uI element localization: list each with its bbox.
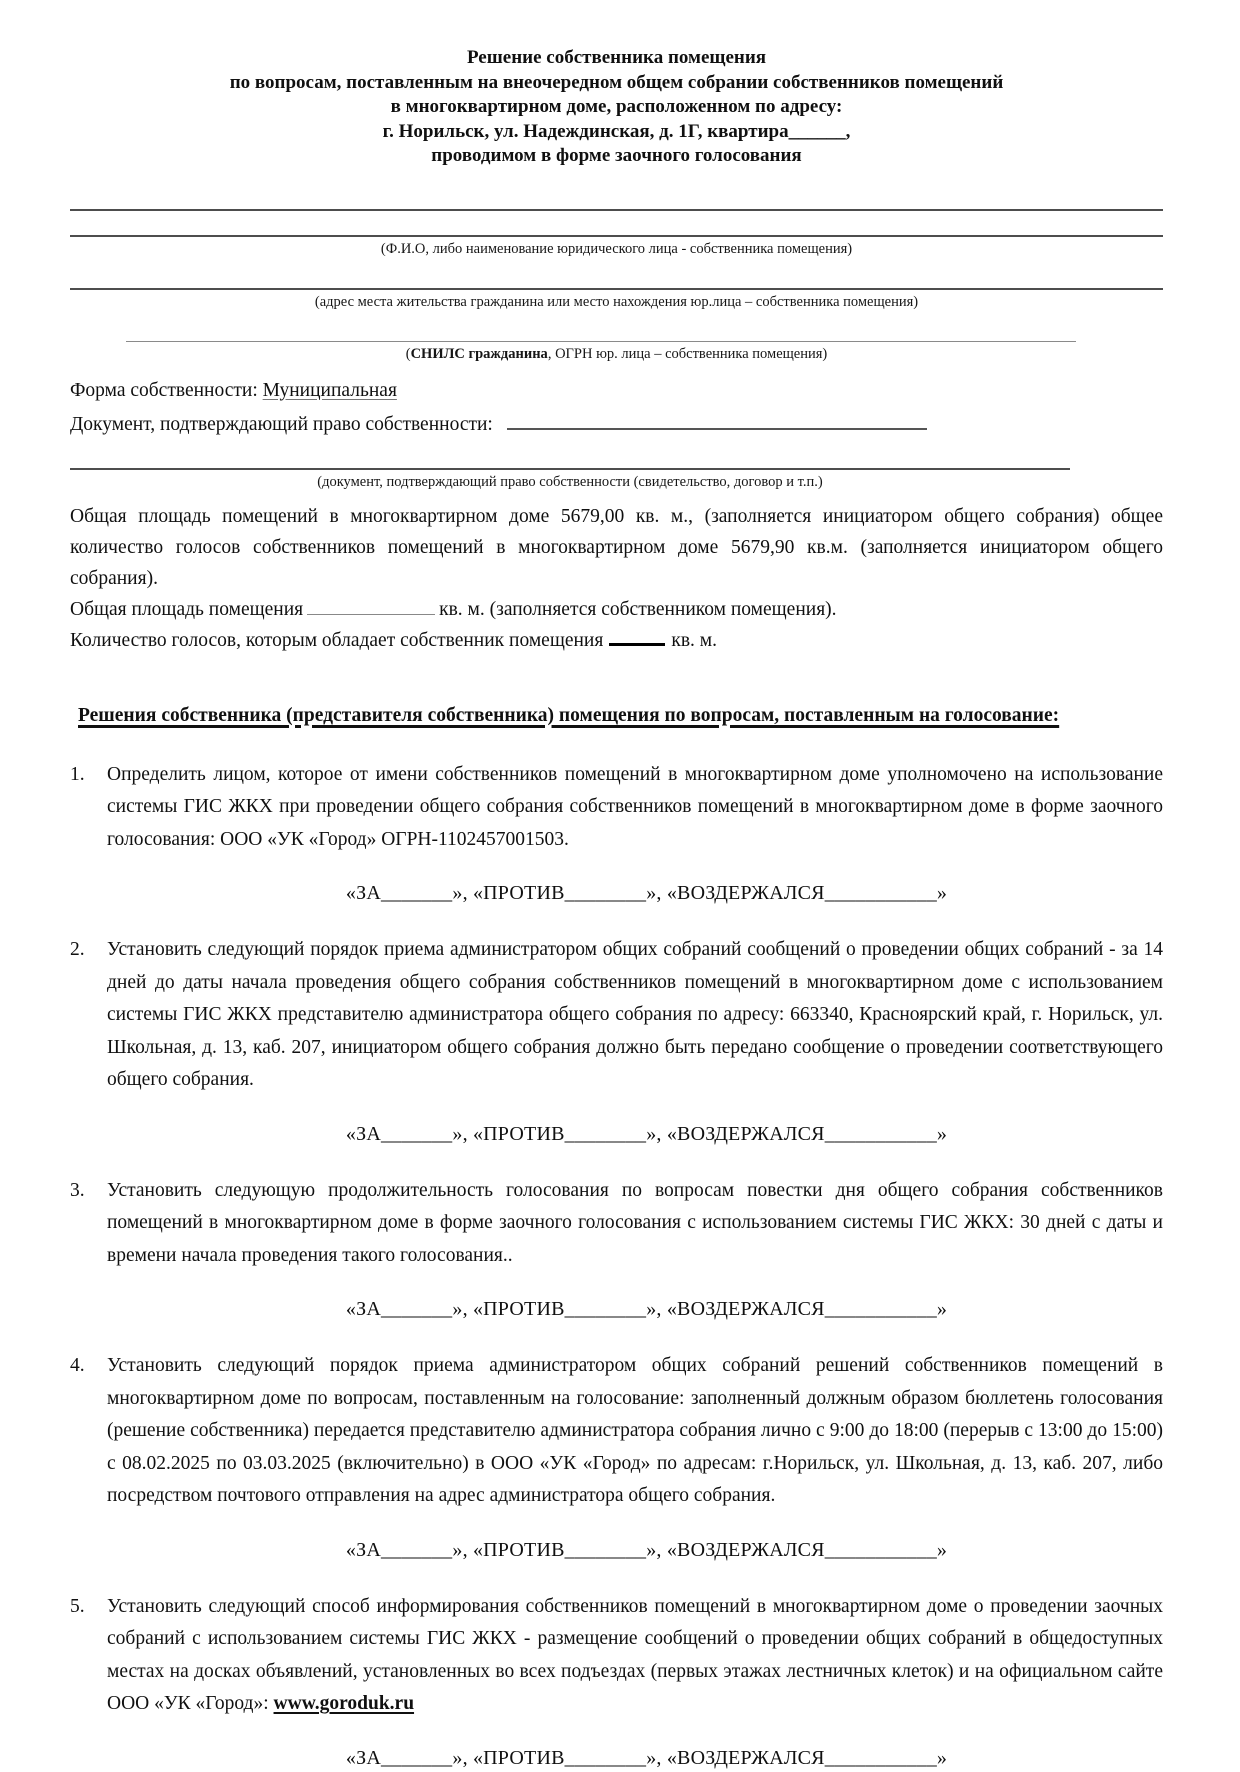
snils-caption-rest: , ОГРН юр. лица – собственника помещения) [547,345,828,362]
snils-caption-bold: СНИЛС гражданина [410,345,548,362]
ownership-doc-extra [70,440,1070,491]
decision-item-1 [70,759,1163,857]
item-number: 1. [70,763,85,785]
ownership-doc-blank-field [507,406,927,430]
owner-snils-blank-line [126,311,1076,342]
item-number: 2. [70,939,85,960]
decision-item-5 [70,1591,1163,1721]
item-number: 4. [70,1355,85,1376]
ownership-form-line [70,375,1163,406]
title-line-2: по вопросам, поставленным на внеочередном общем собрании собственников помещений [229,71,1004,93]
item-text [107,1175,1163,1273]
ownership-form-label: Форма собственности: [70,379,258,401]
own-area-after: кв. м. (заполняется собственником помещения). [439,598,837,620]
ownership-doc-label: Документ, подтверждающий право собственности: [70,413,493,435]
decision-item-3 [70,1175,1163,1273]
item-text [107,759,1163,857]
item-number: 3. [70,1179,85,1201]
title-line-1: Решение собственника помещения [466,47,767,68]
item-text-content: Установить следующий способ информирования собственников помещений в многоквартирном доме о проведении заочных собраний с использованием системы ГИС ЖКХ - размещение сообщений о проведении общих собраний в общедоступных местах на досках объявлений, установленных во всех подъездах (первых этажах лестничных клеток) и на официальном сайте ООО «УК «Город»: [107,1595,1163,1714]
ownership-doc-blank-line [70,440,1070,470]
own-area-blank-field [307,598,435,615]
own-area-line [70,594,1163,625]
owner-address-blank-line [70,258,1163,290]
item-number: 5. [70,1595,85,1617]
vote-line-3: «ЗА_______», «ПРОТИВ________», «ВОЗДЕРЖАЛСЯ___________» [345,1298,948,1320]
votes-after: кв. м. [671,629,717,651]
item-text-content: Определить лицом, которое от имени собственников помещений в многоквартирном доме уполномочено на использование системы ГИС ЖКХ при проведении общего собрания собственников помещений в многоквартирном доме в форме заочного голосования: ООО «УК «Город» ОГРН-1102457001503. [107,763,1163,850]
item-text [107,1591,1163,1721]
item-text-content: Установить следующий порядок приема администратором общих собраний сообщений о проведении общих собраний - за 14 дней до даты начала проведения общего собрания собственников помещений в многоквартирном доме с использованием системы ГИС ЖКХ представителю администратора общего собрания по адресу: 663340, Красноярский край, г. Норильск, ул. Школьная, д. 13, каб. 207, инициатором общего собрания должно быть передано сообщение о проведении соответствующего общего собрания. [107,939,1163,1090]
item-text [107,1350,1163,1513]
votes-count-line [70,625,1163,656]
votes-blank-field [609,629,665,646]
vote-line-4: «ЗА_______», «ПРОТИВ________», «ВОЗДЕРЖАЛСЯ___________» [345,1538,948,1561]
owner-name-blank-line-2 [70,211,1163,237]
owner-name-caption: (Ф.И.О, либо наименование юридического лица - собственника помещения) [380,240,853,257]
total-area-paragraph: Общая площадь помещений в многоквартирном доме 5679,00 кв. м., (заполняется инициатором общего собрания) общее количество голосов собственников помещений в многоквартирном доме 5679,90 кв.м. (заполняется инициатором общего собрания). [70,505,1163,589]
owner-address-caption: (адрес места жительства гражданина или место нахождения юр.лица – собственника помещения) [314,293,919,310]
owner-name-blank-line-1 [70,185,1163,211]
vote-line-1: «ЗА_______», «ПРОТИВ________», «ВОЗДЕРЖАЛСЯ___________» [345,882,948,904]
decision-item-2 [70,934,1163,1097]
vote-line-2: «ЗА_______», «ПРОТИВ________», «ВОЗДЕРЖАЛСЯ___________» [345,1122,948,1145]
ownership-doc-line [70,406,1163,440]
goroduk-site-link: www.goroduk.ru [273,1693,415,1714]
votes-before: Количество голосов, которым обладает собственник помещения [70,629,604,651]
owner-snils-caption [70,346,1163,363]
item-text [107,934,1163,1097]
own-area-before: Общая площадь помещения [70,598,304,620]
vote-line-5: «ЗА_______», «ПРОТИВ________», «ВОЗДЕРЖАЛСЯ___________» [345,1746,948,1769]
title-line-4: г. Норильск, ул. Надеждинская, д. 1Г, квартира______, [382,120,851,142]
item-text-content: Установить следующую продолжительность голосования по вопросам повестки дня общего собрания собственников помещений в многоквартирном доме в форме заочного голосования с использованием системы ГИС ЖКХ: 30 дней с даты и времени начала проведения такого голосования.. [107,1179,1163,1266]
document-title [70,46,1163,169]
ownership-form-value: Муниципальная [262,379,397,401]
snils-caption-open: ( [405,345,411,362]
decisions-heading: Решения собственника (представителя собственника) помещения по вопросам, поставленным на голосование: [78,704,1060,726]
decision-item-4 [70,1350,1163,1513]
title-line-5: проводимом в форме заочного голосования [431,145,802,166]
item-text-content: Установить следующий порядок приема администратором общих собраний решений собственников помещений в многоквартирном доме по вопросам, поставленным на голосование: заполненный должным образом бюллетень голосования (решение собственника) передается представителю администратора собрания лично с 9:00 до 18:00 (перерыв с 13:00 до 15:00) с 08.02.2025 по 03.03.2025 (включительно) в ООО «УК «Город» по адресам: г.Норильск, ул. Школьная, д. 13, каб. 207, либо посредством почтового отправления на адрес администратора общего собрания. [107,1355,1163,1506]
ownership-doc-caption: (документ, подтверждающий право собственности (свидетельство, договор и т.п.) [317,473,823,490]
title-line-3: в многоквартирном доме, расположенном по адресу: [390,96,843,117]
